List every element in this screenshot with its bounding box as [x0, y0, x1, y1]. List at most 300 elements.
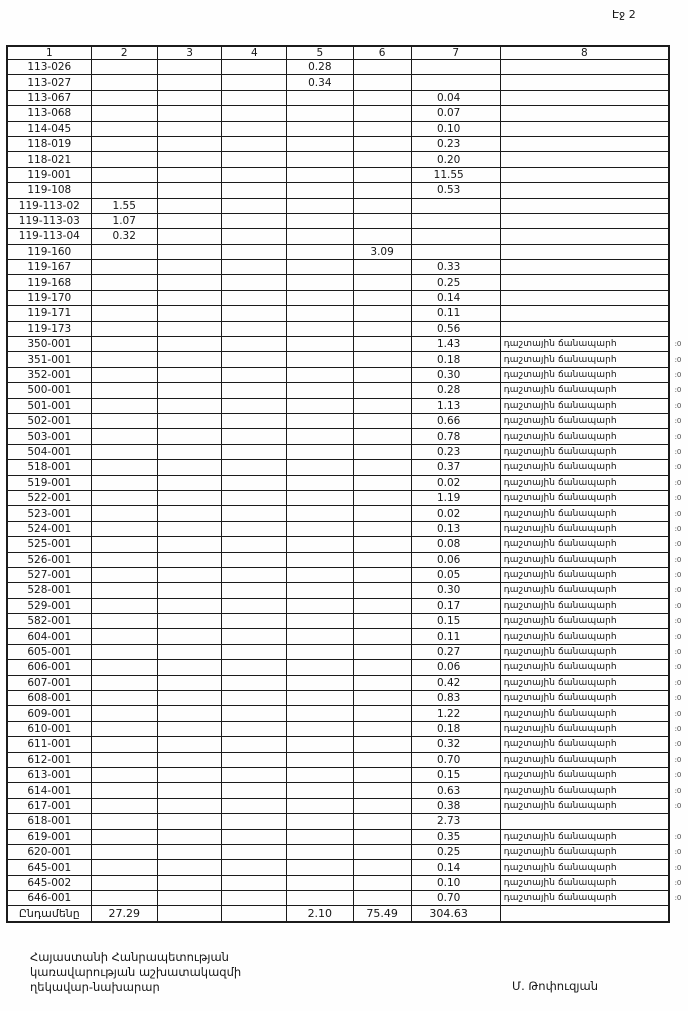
value-cell	[353, 367, 411, 382]
note-cell	[500, 814, 669, 829]
note-cell: դաշտային ճանապարհ	[500, 644, 669, 659]
value-cell	[91, 583, 157, 598]
value-cell: 0.14	[411, 290, 500, 305]
value-cell	[91, 490, 157, 505]
margin-mark: :0	[674, 601, 682, 610]
value-cell	[222, 567, 287, 582]
table-row	[7, 860, 687, 875]
value-cell	[91, 798, 157, 813]
value-cell	[287, 598, 353, 613]
value-cell	[157, 691, 222, 706]
code-cell: 528-001	[7, 583, 91, 598]
value-cell	[353, 752, 411, 767]
code-cell: 612-001	[7, 752, 91, 767]
code-cell: 645-001	[7, 860, 91, 875]
margin-mark	[669, 167, 687, 182]
value-cell	[91, 90, 157, 105]
table-row	[7, 706, 687, 721]
value-cell	[353, 106, 411, 121]
note-cell: դաշտային ճանապարհ	[500, 598, 669, 613]
value-cell	[157, 213, 222, 228]
value-cell	[353, 398, 411, 413]
footer-line: կառավարության աշխատակազմի	[30, 965, 242, 979]
value-cell	[157, 767, 222, 782]
margin-mark: :0	[674, 478, 682, 487]
margin-mark	[669, 321, 687, 336]
value-cell: 0.37	[411, 460, 500, 475]
value-cell	[157, 829, 222, 844]
value-cell	[287, 752, 353, 767]
code-cell: 119-160	[7, 244, 91, 259]
value-cell	[222, 306, 287, 321]
table-row	[7, 429, 687, 444]
value-cell	[222, 429, 287, 444]
table-row	[7, 629, 687, 644]
value-cell	[222, 706, 287, 721]
value-cell: 0.33	[411, 260, 500, 275]
value-cell	[91, 290, 157, 305]
table-row	[7, 614, 687, 629]
value-cell	[353, 891, 411, 906]
value-cell	[353, 583, 411, 598]
value-cell	[222, 798, 287, 813]
header-cell: 2	[91, 46, 157, 60]
value-cell	[353, 521, 411, 536]
margin-mark	[669, 198, 687, 213]
value-cell: 0.18	[411, 721, 500, 736]
code-cell: 606-001	[7, 660, 91, 675]
value-cell	[353, 290, 411, 305]
value-cell: 0.70	[411, 891, 500, 906]
value-cell	[222, 829, 287, 844]
margin-mark: :0	[674, 832, 682, 841]
value-cell	[91, 352, 157, 367]
table-row	[7, 721, 687, 736]
code-cell: 617-001	[7, 798, 91, 813]
value-cell: 3.09	[353, 244, 411, 259]
value-cell	[222, 752, 287, 767]
code-cell: 352-001	[7, 367, 91, 382]
table-row	[7, 152, 687, 167]
table-row	[7, 337, 687, 352]
value-cell	[222, 383, 287, 398]
note-cell: դաշտային ճանապարհ	[500, 891, 669, 906]
note-cell	[500, 121, 669, 136]
margin-mark: :0	[674, 340, 682, 349]
value-cell	[287, 290, 353, 305]
value-cell	[353, 260, 411, 275]
value-cell	[91, 167, 157, 182]
value-cell	[353, 306, 411, 321]
code-cell: 613-001	[7, 767, 91, 782]
table-row	[7, 752, 687, 767]
value-cell	[157, 75, 222, 90]
value-cell: 0.32	[91, 229, 157, 244]
margin-mark: :0	[674, 371, 682, 379]
value-cell: 0.23	[411, 136, 500, 151]
code-cell: 500-001	[7, 383, 91, 398]
value-cell: 0.25	[411, 275, 500, 290]
note-cell	[500, 60, 669, 75]
value-cell	[222, 783, 287, 798]
table-row	[7, 167, 687, 182]
code-cell: 502-001	[7, 413, 91, 428]
value-cell	[287, 429, 353, 444]
value-cell	[91, 660, 157, 675]
table-row	[7, 136, 687, 151]
value-cell	[157, 337, 222, 352]
value-cell	[353, 721, 411, 736]
note-cell: դաշտային ճանապարհ	[500, 675, 669, 690]
value-cell	[157, 891, 222, 906]
code-cell: 618-001	[7, 814, 91, 829]
table-body	[7, 60, 687, 923]
value-cell	[91, 321, 157, 336]
data-table	[6, 45, 688, 923]
note-cell: դաշտային ճանապարհ	[500, 460, 669, 475]
value-cell: 0.08	[411, 537, 500, 552]
value-cell	[157, 352, 222, 367]
value-cell	[353, 567, 411, 582]
value-cell	[222, 767, 287, 782]
note-cell: դաշտային ճանապարհ	[500, 383, 669, 398]
value-cell	[353, 413, 411, 428]
value-cell	[222, 229, 287, 244]
value-cell	[222, 891, 287, 906]
value-cell	[157, 721, 222, 736]
value-cell	[222, 367, 287, 382]
value-cell: 0.02	[411, 506, 500, 521]
value-cell	[157, 844, 222, 859]
value-cell	[157, 490, 222, 505]
value-cell: 0.25	[411, 844, 500, 859]
total-value-cell: 2.10	[287, 906, 353, 923]
value-cell	[222, 721, 287, 736]
note-cell	[500, 152, 669, 167]
value-cell	[91, 337, 157, 352]
value-cell	[222, 275, 287, 290]
code-cell: 119-171	[7, 306, 91, 321]
value-cell	[287, 614, 353, 629]
value-cell: 1.07	[91, 213, 157, 228]
table-row	[7, 213, 687, 228]
code-cell: 119-167	[7, 260, 91, 275]
value-cell	[353, 213, 411, 228]
value-cell	[287, 352, 353, 367]
value-cell	[222, 244, 287, 259]
value-cell	[353, 644, 411, 659]
value-cell	[287, 90, 353, 105]
code-cell: 518-001	[7, 460, 91, 475]
margin-mark	[669, 121, 687, 136]
value-cell	[91, 721, 157, 736]
value-cell	[157, 367, 222, 382]
table-row	[7, 521, 687, 536]
value-cell: 0.35	[411, 829, 500, 844]
code-cell: 609-001	[7, 706, 91, 721]
value-cell	[353, 829, 411, 844]
margin-mark	[669, 136, 687, 151]
value-cell: 2.73	[411, 814, 500, 829]
header-cell: 4	[222, 46, 287, 60]
value-cell	[287, 244, 353, 259]
value-cell	[157, 429, 222, 444]
table-row	[7, 875, 687, 890]
code-cell: 582-001	[7, 614, 91, 629]
value-cell	[287, 891, 353, 906]
value-cell	[353, 860, 411, 875]
value-cell	[287, 183, 353, 198]
note-cell	[500, 136, 669, 151]
code-cell: 620-001	[7, 844, 91, 859]
code-cell: 604-001	[7, 629, 91, 644]
margin-mark: :0	[674, 771, 682, 780]
value-cell	[287, 706, 353, 721]
code-cell: 113-027	[7, 75, 91, 90]
code-cell: 610-001	[7, 721, 91, 736]
value-cell	[157, 629, 222, 644]
code-cell: 527-001	[7, 567, 91, 582]
table-row	[7, 398, 687, 413]
value-cell	[91, 891, 157, 906]
note-cell: դաշտային ճանապարհ	[500, 767, 669, 782]
value-cell	[157, 783, 222, 798]
value-cell	[91, 691, 157, 706]
code-cell: 614-001	[7, 783, 91, 798]
table-row	[7, 321, 687, 336]
value-cell	[91, 460, 157, 475]
table-row	[7, 367, 687, 382]
value-cell	[157, 814, 222, 829]
code-cell: 114-045	[7, 121, 91, 136]
code-cell: 119-113-03	[7, 213, 91, 228]
value-cell	[353, 136, 411, 151]
value-cell	[157, 260, 222, 275]
code-cell: 119-108	[7, 183, 91, 198]
value-cell	[157, 121, 222, 136]
note-cell	[500, 90, 669, 105]
value-cell	[287, 337, 353, 352]
value-cell	[353, 660, 411, 675]
value-cell	[353, 629, 411, 644]
note-cell	[500, 183, 669, 198]
margin-mark: :0	[674, 447, 682, 456]
value-cell	[91, 121, 157, 136]
code-cell: 607-001	[7, 675, 91, 690]
value-cell	[157, 860, 222, 875]
value-cell	[287, 691, 353, 706]
table-row	[7, 675, 687, 690]
margin-mark: :0	[674, 694, 682, 703]
value-cell: 0.04	[411, 90, 500, 105]
code-cell: 119-170	[7, 290, 91, 305]
value-cell	[157, 675, 222, 690]
value-cell	[91, 598, 157, 613]
code-cell: 113-067	[7, 90, 91, 105]
value-cell	[91, 275, 157, 290]
value-cell	[287, 306, 353, 321]
margin-mark: :0	[674, 509, 682, 518]
value-cell	[91, 136, 157, 151]
note-cell	[500, 167, 669, 182]
code-cell: 119-113-04	[7, 229, 91, 244]
value-cell	[157, 383, 222, 398]
value-cell	[91, 567, 157, 582]
value-cell: 0.07	[411, 106, 500, 121]
value-cell: 0.02	[411, 475, 500, 490]
value-cell: 0.10	[411, 875, 500, 890]
note-cell: դաշտային ճանապարհ	[500, 567, 669, 582]
margin-mark: :0	[674, 432, 682, 441]
value-cell	[287, 106, 353, 121]
table-row	[7, 306, 687, 321]
table-row	[7, 767, 687, 782]
value-cell	[353, 598, 411, 613]
margin-mark	[669, 106, 687, 121]
value-cell: 1.22	[411, 706, 500, 721]
value-cell	[222, 152, 287, 167]
code-cell: 119-173	[7, 321, 91, 336]
table-header-row	[7, 46, 687, 60]
value-cell	[353, 490, 411, 505]
page-number-label: Էջ 2	[612, 8, 636, 21]
value-cell	[222, 737, 287, 752]
table-row	[7, 552, 687, 567]
value-cell	[222, 290, 287, 305]
table-row	[7, 583, 687, 598]
margin-mark	[669, 213, 687, 228]
total-value-cell	[500, 906, 669, 923]
code-cell: 523-001	[7, 506, 91, 521]
table-row	[7, 121, 687, 136]
value-cell	[91, 60, 157, 75]
value-cell	[157, 106, 222, 121]
value-cell	[91, 521, 157, 536]
value-cell	[222, 413, 287, 428]
value-cell: 0.34	[287, 75, 353, 90]
table-row	[7, 660, 687, 675]
value-cell	[222, 691, 287, 706]
value-cell	[222, 552, 287, 567]
value-cell: 0.15	[411, 614, 500, 629]
code-cell: 351-001	[7, 352, 91, 367]
table-row	[7, 60, 687, 75]
value-cell	[287, 721, 353, 736]
total-value-cell: 304.63	[411, 906, 500, 923]
value-cell	[157, 660, 222, 675]
value-cell	[411, 213, 500, 228]
value-cell	[157, 475, 222, 490]
margin-mark: :0	[674, 740, 682, 749]
value-cell	[91, 814, 157, 829]
value-cell	[353, 229, 411, 244]
table-row	[7, 198, 687, 213]
value-cell	[91, 614, 157, 629]
table-row	[7, 537, 687, 552]
header-cell: 5	[287, 46, 353, 60]
note-cell	[500, 244, 669, 259]
value-cell	[287, 829, 353, 844]
value-cell: 0.11	[411, 629, 500, 644]
value-cell	[157, 460, 222, 475]
value-cell	[157, 306, 222, 321]
table-row	[7, 444, 687, 459]
value-cell	[222, 337, 287, 352]
value-cell	[353, 475, 411, 490]
value-cell: 0.18	[411, 352, 500, 367]
value-cell	[222, 444, 287, 459]
table-row	[7, 460, 687, 475]
table-row	[7, 798, 687, 813]
value-cell	[353, 90, 411, 105]
value-cell	[287, 229, 353, 244]
value-cell	[91, 737, 157, 752]
value-cell	[157, 567, 222, 582]
margin-mark	[669, 229, 687, 244]
table-row	[7, 814, 687, 829]
value-cell	[222, 183, 287, 198]
header-cell: 1	[7, 46, 91, 60]
value-cell	[222, 875, 287, 890]
margin-mark: :0	[674, 663, 682, 672]
value-cell	[222, 75, 287, 90]
value-cell	[353, 429, 411, 444]
code-cell: 645-002	[7, 875, 91, 890]
code-cell: 619-001	[7, 829, 91, 844]
value-cell	[287, 875, 353, 890]
note-cell	[500, 260, 669, 275]
code-cell: 503-001	[7, 429, 91, 444]
value-cell	[91, 783, 157, 798]
table-row	[7, 229, 687, 244]
note-cell: դաշտային ճանապարհ	[500, 706, 669, 721]
value-cell	[222, 814, 287, 829]
margin-mark-space	[669, 46, 687, 60]
value-cell	[353, 875, 411, 890]
value-cell	[91, 829, 157, 844]
value-cell	[157, 90, 222, 105]
note-cell: դաշտային ճանապարհ	[500, 660, 669, 675]
value-cell	[411, 244, 500, 259]
header-cell: 7	[411, 46, 500, 60]
value-cell	[287, 413, 353, 428]
value-cell	[287, 398, 353, 413]
value-cell	[157, 875, 222, 890]
value-cell	[222, 398, 287, 413]
value-cell	[411, 60, 500, 75]
code-cell: 525-001	[7, 537, 91, 552]
table-row	[7, 490, 687, 505]
note-cell: դաշտային ճանապարհ	[500, 783, 669, 798]
margin-mark	[669, 75, 687, 90]
value-cell	[222, 136, 287, 151]
value-cell	[222, 321, 287, 336]
note-cell	[500, 198, 669, 213]
value-cell	[287, 675, 353, 690]
margin-mark: :0	[674, 586, 682, 595]
value-cell	[157, 167, 222, 182]
value-cell	[287, 121, 353, 136]
code-cell: 605-001	[7, 644, 91, 659]
value-cell	[287, 475, 353, 490]
value-cell	[91, 367, 157, 382]
footer-org-block	[30, 950, 241, 995]
value-cell	[287, 198, 353, 213]
value-cell	[91, 844, 157, 859]
table-row	[7, 644, 687, 659]
margin-mark: :0	[674, 894, 682, 903]
value-cell	[91, 444, 157, 459]
